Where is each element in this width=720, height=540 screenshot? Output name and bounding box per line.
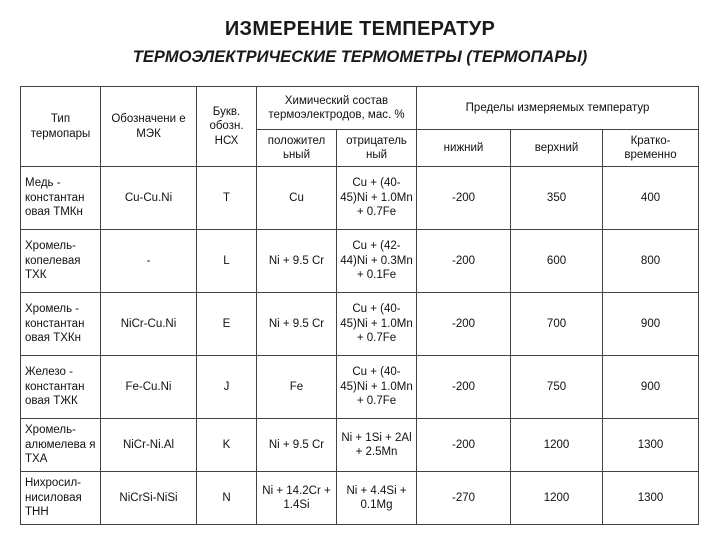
cell-letter: E [197, 293, 257, 356]
cell-iec: Fe-Cu.Ni [101, 356, 197, 419]
cell-upper: 600 [511, 230, 603, 293]
cell-short-term: 1300 [603, 419, 699, 472]
header-type: Тип термопары [21, 87, 101, 167]
cell-iec: - [101, 230, 197, 293]
cell-iec: NiCrSi-NiSi [101, 472, 197, 525]
cell-type: Хромель - константан овая ТХКн [21, 293, 101, 356]
header-lower: нижний [417, 130, 511, 167]
table-row [21, 230, 699, 293]
cell-short-term: 800 [603, 230, 699, 293]
table-row [21, 293, 699, 356]
cell-upper: 1200 [511, 472, 603, 525]
cell-letter: N [197, 472, 257, 525]
header-short-term: Кратко- временно [603, 130, 699, 167]
cell-lower: -270 [417, 472, 511, 525]
cell-short-term: 900 [603, 293, 699, 356]
cell-letter: L [197, 230, 257, 293]
cell-type: Хромель- алюмелева я ТХА [21, 419, 101, 472]
cell-upper: 1200 [511, 419, 603, 472]
cell-lower: -200 [417, 356, 511, 419]
cell-lower: -200 [417, 167, 511, 230]
table-row [21, 167, 699, 230]
cell-upper: 750 [511, 356, 603, 419]
header-upper: верхний [511, 130, 603, 167]
cell-letter: J [197, 356, 257, 419]
cell-short-term: 400 [603, 167, 699, 230]
cell-positive: Ni + 14.2Cr + 1.4Si [257, 472, 337, 525]
table-row [21, 472, 699, 525]
cell-upper: 350 [511, 167, 603, 230]
cell-type: Медь - константан овая ТМКн [21, 167, 101, 230]
cell-iec: Cu-Cu.Ni [101, 167, 197, 230]
cell-positive: Ni + 9.5 Cr [257, 293, 337, 356]
table-row [21, 356, 699, 419]
cell-type: Железо - константан овая ТЖК [21, 356, 101, 419]
cell-negative: Cu + (40-45)Ni + 1.0Mn + 0.7Fe [337, 167, 417, 230]
cell-iec: NiCr-Cu.Ni [101, 293, 197, 356]
cell-negative: Ni + 4.4Si + 0.1Mg [337, 472, 417, 525]
thermocouple-table [20, 86, 699, 525]
page-title: ИЗМЕРЕНИЕ ТЕМПЕРАТУР [224, 18, 496, 40]
header-letter: Букв. обозн. НСХ [197, 87, 257, 167]
cell-upper: 700 [511, 293, 603, 356]
cell-type: Хромель- копелевая ТХК [21, 230, 101, 293]
cell-negative: Cu + (42-44)Ni + 0.3Mn + 0.1Fe [337, 230, 417, 293]
cell-letter: K [197, 419, 257, 472]
cell-negative: Cu + (40-45)Ni + 1.0Mn + 0.7Fe [337, 356, 417, 419]
cell-lower: -200 [417, 293, 511, 356]
cell-letter: T [197, 167, 257, 230]
cell-positive: Ni + 9.5 Cr [257, 230, 337, 293]
header-positive: положител ьный [257, 130, 337, 167]
page-subtitle: ТЕРМОЭЛЕКТРИЧЕСКИЕ ТЕРМОМЕТРЫ (ТЕРМОПАРЫ) [132, 48, 588, 66]
cell-positive: Ni + 9.5 Cr [257, 419, 337, 472]
cell-negative: Cu + (40-45)Ni + 1.0Mn + 0.7Fe [337, 293, 417, 356]
cell-lower: -200 [417, 230, 511, 293]
header-limits: Пределы измеряемых температур [417, 87, 699, 130]
cell-type: Нихросил- нисиловая ТНН [21, 472, 101, 525]
header-negative: отрицатель ный [337, 130, 417, 167]
table-row [21, 419, 699, 472]
cell-positive: Cu [257, 167, 337, 230]
cell-short-term: 1300 [603, 472, 699, 525]
cell-lower: -200 [417, 419, 511, 472]
cell-short-term: 900 [603, 356, 699, 419]
cell-negative: Ni + 1Si + 2Al + 2.5Mn [337, 419, 417, 472]
header-iec: Обозначени е МЭК [101, 87, 197, 167]
header-composition: Химический состав термоэлектродов, мас. % [257, 87, 417, 130]
cell-iec: NiCr-Ni.Al [101, 419, 197, 472]
cell-positive: Fe [257, 356, 337, 419]
